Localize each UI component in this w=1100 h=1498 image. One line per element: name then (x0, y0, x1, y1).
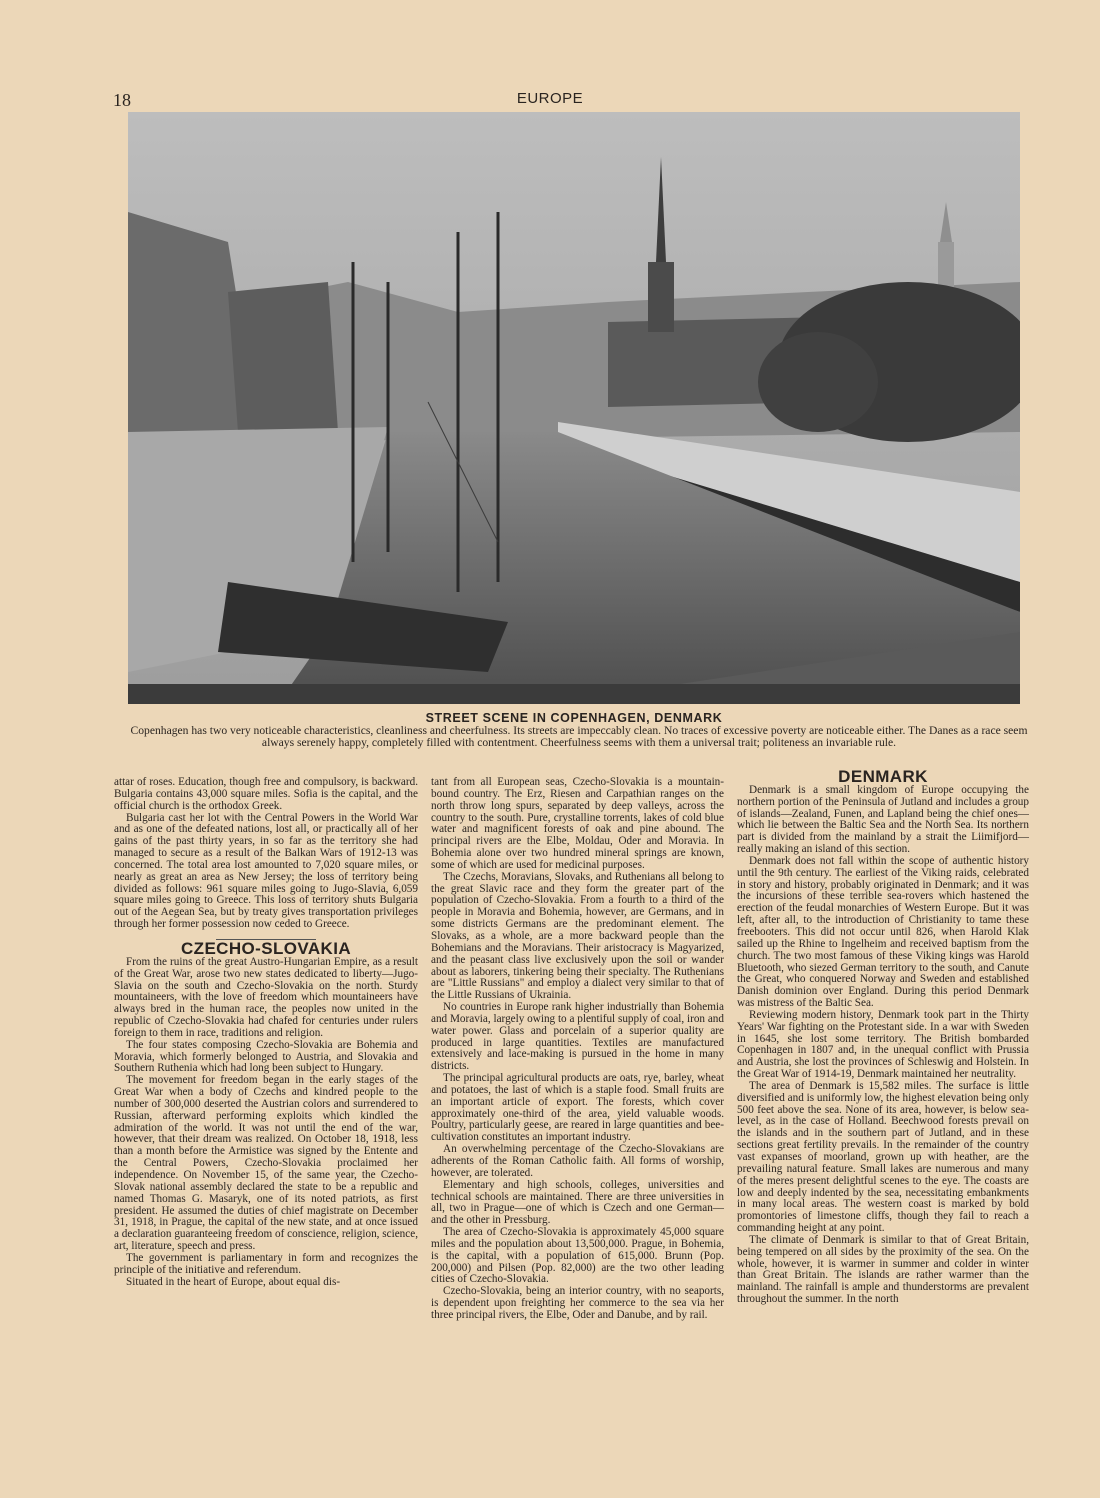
paragraph: Reviewing modern history, Denmark took part in the Thirty Years' War fighting on the Protestant side. In a war with Sweden in 1645, she lost some territory. The British bombarded Copenhagen in 1807 and, in the unequal conflict with Prussia and Austria, she lost the provinces of Schleswig and Holstein. In the Great War of 1914-19, Denmark maintained her neutrality. (737, 1008, 1029, 1081)
paragraph: The movement for freedom began in the early stages of the Great War when a body of Czechs and kindred people to the number of 300,000 deserted the Austrian colors and surrendered to Russian, afterward performing exploits which kindled the admiration of the world. It was not until the end of the war, however, that their dream was realized. On October 18, 1918, less than a month before the Armistice was signed by the Entente and the Central Powers, Czecho-Slovakia proclaimed her independence. On November 15, of the same year, the Czecho-Slovak national assembly declared the state to be a republic and named Thomas G. Masaryk, one of its noted patriots, as first president. He assumed the duties of chief magistrate on December 31, 1918, in Prague, the capital of the new state, and at once issued a declaration guaranteeing freedom of conscience, religion, science, art, literature, speech and press. (114, 1074, 418, 1253)
paragraph: tant from all European seas, Czecho-Slovakia is a mountain-bound country. The Erz, Riesen and Carpathian ranges on the north throw long spurs, separated by deep valleys, across the country to the south. Pure, crystalline torrents, lakes of cold blue water and magnificent forests of oak and pine abound. The principal rivers are the Elbe, Moldau, Oder and Moravia. In Bohemia alone over two hundred mineral springs are known, some of which are used for medicinal purposes. (431, 776, 724, 871)
paragraph: The area of Czecho-Slovakia is approximately 45,000 square miles and the population about 13,500,000. Prague, in Bohemia, is the capital, with a population of 615,000. Brunn (Pop. 200,000) and Pilsen (Pop. 82,000) are the two other leading cities of Czecho-Slovakia. (431, 1226, 724, 1286)
paragraph: Denmark does not fall within the scope of authentic history until the 9th century. The earliest of the Viking raids, celebrated in story and history, probably originated in Denmark; and it was the incursions of these terrible sea-rovers which hastened the erection of the feudal monarchies of Western Europe. But it was left, after all, to the introduction of Christianity to tame these freebooters. This did not occur until 826, when Harold Klak sailed up the Rhine to Ingelheim and received baptism from the church. The two most famous of these Viking kings was Harold Bluetooth, who siezed German territory to the south, and Canute the Great, who conquered Norway and Sweden and established Danish dominion over England. During this period Denmark was mistress of the Baltic Sea. (737, 854, 1029, 1010)
paragraph: Situated in the heart of Europe, about equal dis- (126, 1275, 341, 1288)
paragraph: An overwhelming percentage of the Czecho-Slovakians are adherents of the Roman Catholic faith. All forms of worship, however, are tolerated. (431, 1143, 724, 1179)
column-3 (737, 767, 1029, 1306)
running-head: EUROPE (516, 90, 584, 107)
paragraph: Bulgaria cast her lot with the Central Powers in the World War and as one of the defeated nations, lost all, or practically all of her gains of the past thirty years, in so far as the territory she had managed to secure as a result of the Balkan Wars of 1912-13 was concerned. The total area lost amounted to 7,020 square miles, or nearly as great an area as New Jersey; the loss of territory being divided as follows: 961 square miles going to Jugo-Slavia, 6,059 square miles going to Greece. This loss of territory shuts Bulgaria out of the Aegean Sea, but by treaty gives transportation privileges through her former possession now ceded to Greece. (114, 811, 418, 931)
paragraph: Czecho-Slovakia, being an interior country, with no seaports, is dependent upon freighting her commerce to the sea via her three principal rivers, the Elbe, Oder and Danube, and by rail. (431, 1285, 724, 1321)
paragraph: The government is parliamentary in form and recognizes the principle of the initiative and referendum. (114, 1251, 418, 1276)
paragraph: Denmark is a small kingdom of Europe occupying the northern portion of the Peninsula of Jutland and includes a group of islands—Zealand, Funen, and Lapland being the chief ones—which lie between the Baltic Sea and the North Sea. Its northern part is divided from the mainland by a strait the Liimifjord—really making an island of this section. (737, 783, 1029, 856)
copenhagen-photo (128, 112, 1020, 704)
paragraph: From the ruins of the great Austro-Hungarian Empire, as a result of the Great War, arose two new states dedicated to liberty—Jugo-Slavia on the south and Czecho-Slovakia on the north. Sturdy mountaineers, with the love of freedom which mountaineers have always bred in the human race, the peoples now united in the republic of Czecho-Slovakia had chafed for centuries under rulers foreign to them in race, traditions and religion. (114, 955, 418, 1039)
column-1 (114, 777, 418, 1288)
section-heading-denmark: DENMARK (838, 767, 928, 786)
paragraph: The area of Denmark is 15,582 miles. The surface is little diversified and is uniformly low, the highest elevation being only 500 feet above the sea. None of its area, however, is below sea-level, as in the case of Holland. Beechwood forests prevail on the islands and in the southern part of Jutland, and in these sections great fertility prevails. In the remainder of the country vast expanses of moorland, grown up with heather, are the prevailing natural feature. Small lakes are numerous and many of the meres present delightful scenes to the eye. The coasts are low and deeply indented by the sea, necessitating embankments in many local areas. The western coast is marked by bold promontories of limestone cliffs, though they fail to reach a commanding height at any point. (737, 1079, 1029, 1235)
paragraph: Elementary and high schools, colleges, universities and technical schools are maintained. There are three universities in all, two in Prague—one of which is Czech and one German—and the other in Pressburg. (431, 1178, 724, 1227)
paragraph: The principal agricultural products are oats, rye, barley, wheat and potatoes, the last of which is a staple food. Small fruits are an important article of export. The forests, which cover approximately one-third of the area, yield valuable woods. Poultry, particularly geese, are reared in large quantities and bee-cultivation constitutes an important industry. (431, 1072, 724, 1144)
photo-caption-text: Copenhagen has two very noticeable characteristics, cleanliness and cheerfulness. Its streets are impeccably clean. No traces of excessive poverty are noticeable either. The Danes as a race seem always serenely happy, completely filled with contentment. Cheerfulness seems with them a universal trait; politeness an invariable rule. (130, 724, 1028, 749)
section-heading-czecho-slovakia: CZECHO-SLOVAKIA (180, 938, 351, 958)
photo-caption-title: STREET SCENE IN COPENHAGEN, DENMARK (425, 711, 723, 725)
page-number: 18 (113, 90, 131, 110)
paragraph: No countries in Europe rank higher industrially than Bohemia and Moravia, largely owing to a plentiful supply of coal, iron and water power. Glass and porcelain of a superior quality are produced in large quantities. Textiles are manufactured extensively and lace-making is pursued in the home in many districts. (431, 1001, 724, 1073)
paragraph: The four states composing Czecho-Slovakia are Bohemia and Moravia, which formerly belonged to Austria, and Slovakia and Southern Ruthenia which had long been subject to Hungary. (114, 1038, 418, 1075)
paragraph: The Czechs, Moravians, Slovaks, and Ruthenians all belong to the great Slavic race and they form the greater part of the population of Czecho-Slovakia. From a fourth to a third of the people in Moravia and Bohemia, however, are Germans, and in some districts Germans are the predominant element. The Slovaks, as a whole, are a more backward people than the Bohemians and the Moravians. Their aristocracy is Magyarized, and the peasant class live exclusively upon the soil or wander about as laborers, tinkering being their specialty. The Ruthenians are "Little Russians" and employ a dialect very similar to that of the Little Russians of Ukrainia. (431, 870, 724, 1002)
column-2 (431, 777, 724, 1322)
paragraph: The climate of Denmark is similar to that of Great Britain, being tempered on all sides by the proximity of the sea. On the whole, however, it is warmer in summer and colder in winter than Great Britain. The islands are rather warmer than the mainland. The rainfall is ample and thunderstorms are prevalent throughout the summer. In the north (737, 1233, 1029, 1306)
paragraph: attar of roses. Education, though free and compulsory, is backward. Bulgaria contains 43,000 square miles. Sofia is the capital, and the official church is the orthodox Greek. (114, 776, 418, 812)
